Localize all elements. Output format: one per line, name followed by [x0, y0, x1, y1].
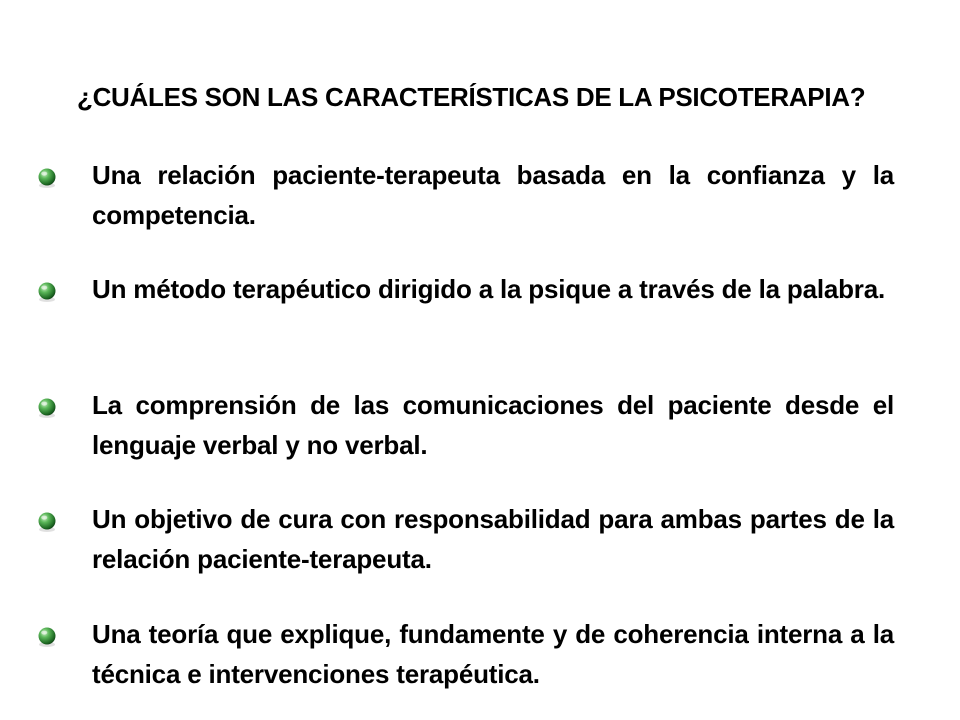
bullet-text: Una relación paciente-terapeuta basada en la confianza y la competencia.	[92, 160, 894, 230]
green-sphere-icon	[36, 397, 58, 419]
green-sphere-icon	[36, 167, 58, 189]
bullet-text: Un método terapéutico dirigido a la psique a través de la palabra.	[92, 274, 886, 304]
bullet-item	[92, 614, 894, 694]
green-sphere-icon	[36, 511, 58, 533]
bullet-text: La comprensión de las comunicaciones del paciente desde el lenguaje verbal y no verbal.	[92, 390, 894, 460]
bullet-item	[92, 385, 894, 465]
bullet-item	[92, 499, 894, 579]
bullet-item	[92, 155, 894, 235]
green-sphere-icon	[36, 281, 58, 303]
bullet-text: Un objetivo de cura con responsabilidad para ambas partes de la relación paciente-terapeuta.	[92, 504, 894, 574]
green-sphere-icon	[36, 626, 58, 648]
bullet-text: Una teoría que explique, fundamente y de coherencia interna a la técnica e intervenciones terapéutica.	[92, 619, 894, 689]
bullet-item	[92, 269, 894, 309]
slide-title: ¿CUÁLES SON LAS CARACTERÍSTICAS DE LA PSICOTERAPIA?	[77, 82, 866, 112]
